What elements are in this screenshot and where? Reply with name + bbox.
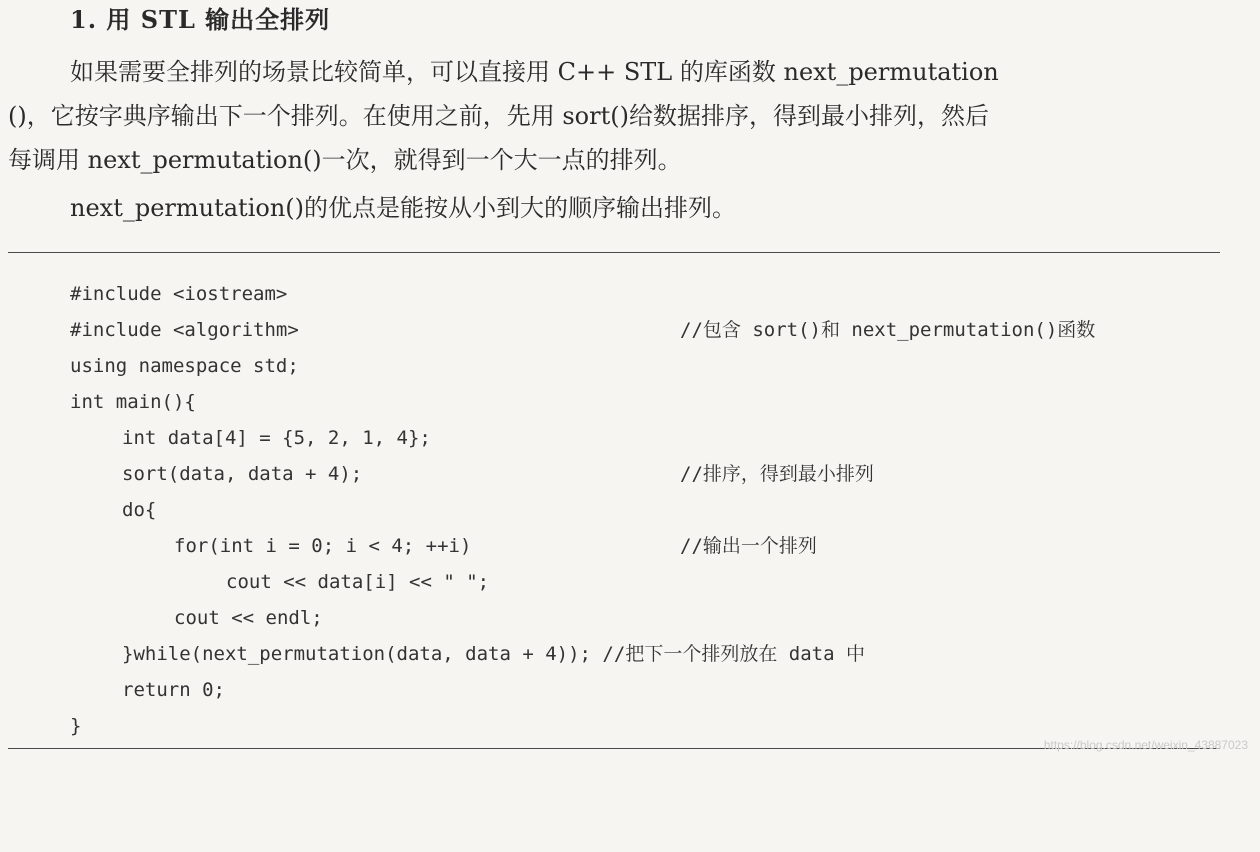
section-title: 1. 用 STL 输出全排列 (70, 5, 331, 34)
paragraph-4: next_permutation()的优点是能按从小到大的顺序输出排列。 (70, 194, 736, 222)
code-comment: //包含 sort()和 next_permutation()函数 (680, 319, 1096, 341)
code-text: do{ (122, 499, 157, 521)
code-line-5 (70, 420, 1190, 456)
code-bottom-rule (8, 748, 1220, 749)
paragraph-2: ()，它按字典序输出下一个排列。在使用之前，先用 sort()给数据排序，得到最小排列，然后 (8, 102, 989, 130)
watermark-url: https://blog.csdn.net/weixin_43887023 (1043, 738, 1248, 752)
code-block (70, 276, 1190, 744)
code-text: cout << data[i] << " "; (226, 571, 490, 593)
code-line-13 (70, 708, 1190, 744)
code-text: } (70, 715, 82, 737)
code-text: int main(){ (70, 391, 196, 413)
code-line-1 (70, 276, 1190, 312)
code-line-2 (70, 312, 1190, 348)
code-line-8 (70, 528, 1190, 564)
code-comment: //输出一个排列 (680, 535, 817, 557)
code-line-6 (70, 456, 1190, 492)
code-text: using namespace std; (70, 355, 299, 377)
code-text: int data[4] = {5, 2, 1, 4}; (122, 427, 431, 449)
code-text: }while(next_permutation(data, data + 4)); //把下一个排列放在 data 中 (122, 643, 865, 665)
code-text: return 0; (122, 679, 225, 701)
paragraph-1: 如果需要全排列的场景比较简单，可以直接用 C++ STL 的库函数 next_permutation (70, 58, 999, 86)
code-text: for(int i = 0; i < 4; ++i) (174, 535, 472, 557)
code-text: #include <algorithm> (70, 319, 299, 341)
code-line-7 (70, 492, 1190, 528)
code-line-11 (70, 636, 1190, 672)
paragraph-3: 每调用 next_permutation()一次，就得到一个大一点的排列。 (8, 146, 682, 174)
code-text: #include <iostream> (70, 283, 288, 305)
code-line-12 (70, 672, 1190, 708)
code-line-3 (70, 348, 1190, 384)
code-line-4 (70, 384, 1190, 420)
code-line-9 (70, 564, 1190, 600)
code-comment: //排序，得到最小排列 (680, 463, 874, 485)
code-text: cout << endl; (174, 607, 323, 629)
code-text: sort(data, data + 4); (122, 463, 363, 485)
code-top-rule (8, 252, 1220, 253)
code-line-10 (70, 600, 1190, 636)
